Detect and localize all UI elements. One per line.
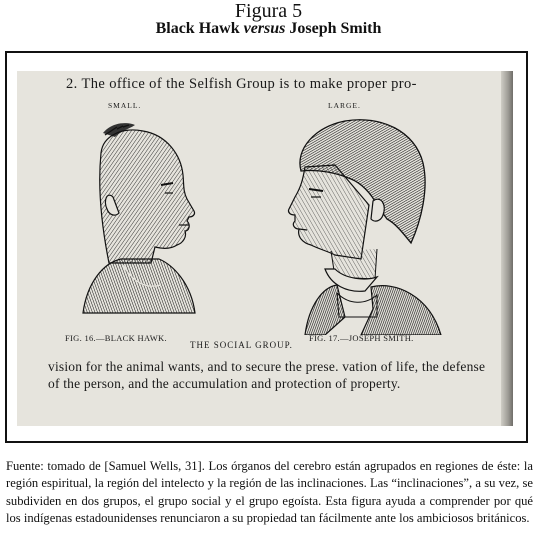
- figure-subtitle: [0, 20, 537, 38]
- label-large: LARGE.: [328, 101, 361, 110]
- joseph-smith-portrait: [265, 109, 445, 335]
- subtitle-joseph-smith: Joseph Smith: [289, 20, 382, 37]
- scan-top-line: 2. The office of the Selfish Group is to make proper pro-: [66, 76, 417, 92]
- caption-fig-16: FIG. 16.—BLACK HAWK.: [65, 333, 167, 343]
- social-group-heading: THE SOCIAL GROUP.: [190, 340, 293, 350]
- figure-source-caption: Fuente: tomado de [Samuel Wells, 31]. Los órganos del cerebro están agrupados en regiones de éste: la región espiritual, la región del intelecto y la región de las inclinaciones. Las “inclinaciones”, a su vez, se subdividen en dos grupos, el grupo social y el grupo egoísta. Esta figura ayuda a comprender por qué los indígenas estadounidenses renunciaron a su propiedad tan fácilmente ante los ambiciosos británicos.: [6, 459, 533, 526]
- scan-body-text: vision for the animal wants, and to secure the prese. vation of life, the defense of the person, and the accumulation and protection of property.: [48, 359, 486, 391]
- subtitle-black-hawk: Black Hawk: [155, 20, 240, 37]
- scanned-book-page: [17, 71, 513, 426]
- label-small: SMALL.: [108, 101, 142, 110]
- caption-fig-17: FIG. 17.—JOSEPH SMITH.: [309, 333, 414, 343]
- book-spine-shadow: [501, 71, 513, 426]
- figure-frame: [5, 51, 528, 443]
- figure-title: Figura 5: [234, 0, 303, 22]
- subtitle-versus: versus: [243, 20, 286, 37]
- black-hawk-portrait: [63, 113, 213, 333]
